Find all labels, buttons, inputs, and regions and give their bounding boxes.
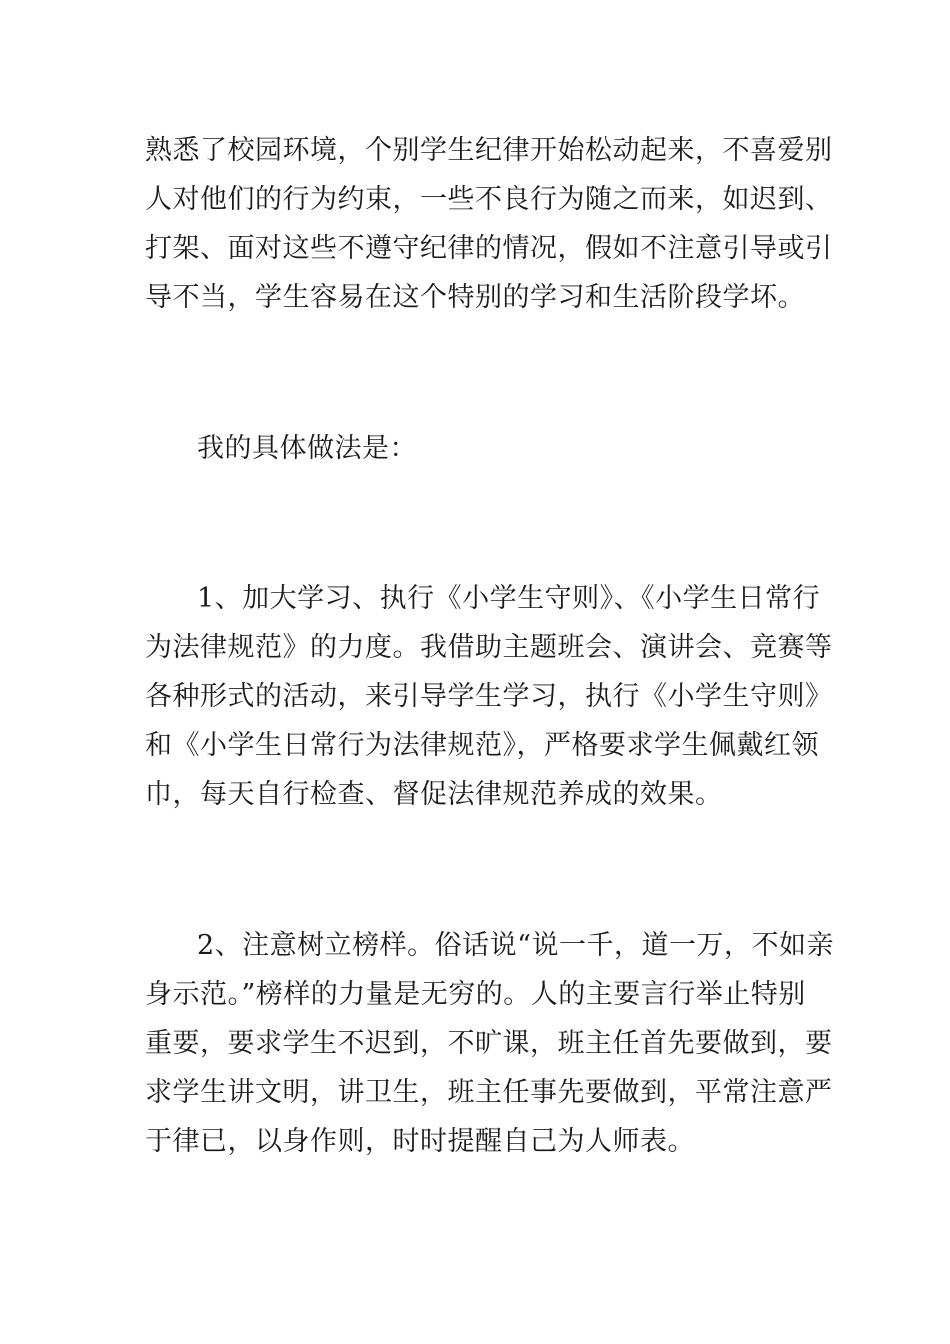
paragraph-3-line-4: 和《小学生日常行为法律规范》，严格要求学生佩戴红领	[145, 730, 819, 761]
paragraph-3-line-3: 各种形式的活动，来引导学生学习，执行《小学生守则》	[145, 681, 833, 712]
paragraph-3-line-1: 1、加大学习、执行《小学生守则》、《小学生日常行	[197, 583, 821, 614]
paragraph-1-line-2: 人对他们的行为约束，一些不良行为随之而来，如迟到、	[145, 184, 833, 215]
paragraph-1-line-1: 熟悉了校园环境，个别学生纪律开始松动起来，不喜爱别	[145, 135, 833, 166]
paragraph-4-line-4: 求学生讲文明，讲卫生，班主任事先要做到，平常注意严	[145, 1077, 833, 1108]
paragraph-4-line-3: 重要，要求学生不迟到，不旷课，班主任首先要做到，要	[145, 1028, 833, 1059]
paragraph-3-line-2: 为法律规范》的力度。我借助主题班会、演讲会、竞赛等	[145, 632, 833, 663]
paragraph-4-line-5: 于律已，以身作则，时时提醒自己为人师表。	[145, 1126, 695, 1157]
paragraph-4-line-1: 2、注意树立榜样。俗话说“说一千，道一万，不如亲	[197, 930, 834, 961]
paragraph-2-line-1: 我的具体做法是：	[197, 433, 417, 464]
paragraph-3-line-5: 巾，每天自行检查、督促法律规范养成的效果。	[145, 779, 723, 810]
paragraph-1-line-4: 导不当，学生容易在这个特别的学习和生活阶段学坏。	[145, 282, 805, 313]
paragraph-1-line-3: 打架、面对这些不遵守纪律的情况，假如不注意引导或引	[145, 233, 833, 264]
paragraph-4-line-2: 身示范。”榜样的力量是无穷的。人的主要言行举止特别	[145, 979, 806, 1010]
